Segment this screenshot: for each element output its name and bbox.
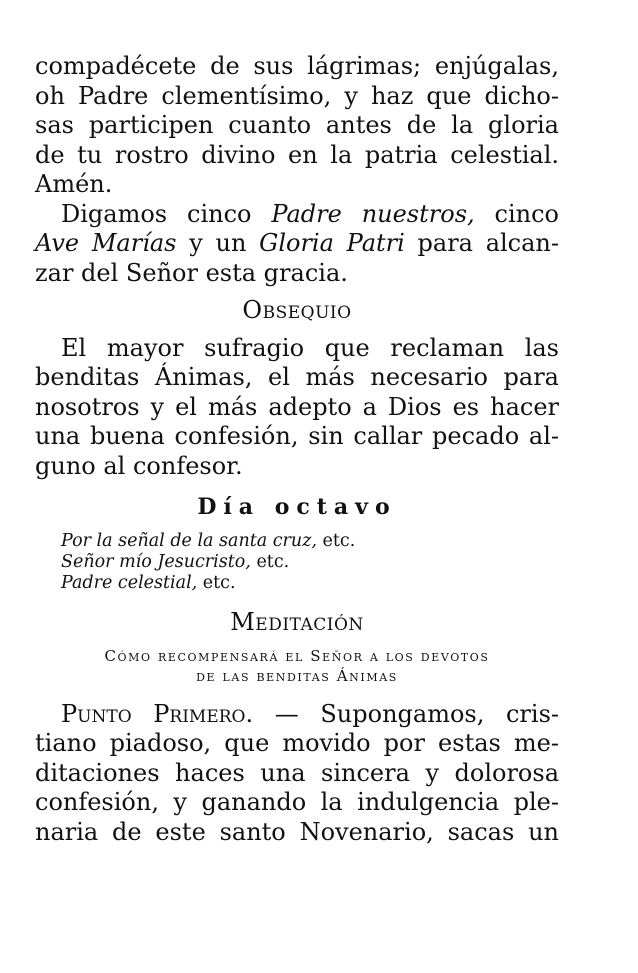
prayer-suffix: etc. (197, 573, 236, 593)
prayer-name: Señor mío Jesucristo, (61, 552, 251, 572)
text-line (35, 700, 559, 730)
day-title: Día octavo (197, 494, 397, 520)
prayer-item (61, 531, 559, 552)
text-line (35, 229, 559, 259)
text-line: El mayor sufragio que reclaman las (61, 333, 559, 362)
text-line: zar del Señor esta gracia. (35, 258, 348, 287)
text-line: sas participen cuanto antes de la gloria (35, 111, 559, 139)
text-fragment: y un (176, 229, 260, 257)
text-fragment: Digamos cinco (61, 199, 272, 228)
text-line: confesión, y ganando la indulgencia ple- (35, 788, 559, 816)
text-fragment: — Supongamos, cris- (253, 699, 559, 728)
italic-prayer-name: Gloria Patri (259, 229, 405, 257)
meditation-subheading (35, 646, 559, 686)
prayer-item (61, 573, 559, 594)
paragraph-punto-primero (35, 700, 559, 848)
text-line: compadécete de sus lágrimas; enjúgalas, (35, 52, 559, 80)
paragraph-closing-prayer (35, 52, 559, 200)
italic-prayer-name: Padre nuestros, (271, 199, 475, 228)
text-line: oh Padre clementísimo, y haz que dicho- (35, 81, 559, 110)
obsequio-heading: Obsequio (242, 296, 352, 324)
paragraph-obsequio (35, 334, 559, 482)
text-fragment: cinco (474, 199, 559, 228)
prayer-name: Por la señal de la santa cruz, (61, 531, 317, 551)
prayer-suffix: etc. (250, 552, 290, 572)
prayer-item (61, 552, 559, 573)
text-line: tiano piadoso, que movido por estas me- (35, 729, 559, 757)
text-line: de tu rostro divino en la patria celestial. (35, 140, 559, 169)
text-fragment: para alcan- (404, 229, 559, 257)
text-line: ditaciones haces una sincera y dolorosa (35, 758, 559, 787)
subheading-line: Cómo recompensará el Señor a los devotos (104, 646, 490, 665)
text-line: guno al confesor. (35, 451, 243, 480)
paragraph-prayer-instruction (35, 200, 559, 289)
prayer-suffix: etc. (316, 531, 356, 551)
text-line: nosotros y el más adepto a Dios es hacer (35, 392, 559, 421)
text-line: naria de este santo Novenario, sacas un (35, 817, 559, 846)
punto-label: Punto Primero. (61, 699, 254, 728)
prayer-list (61, 531, 559, 594)
text-line: Amén. (35, 170, 113, 198)
meditacion-heading: Meditación (230, 608, 364, 636)
text-line: una buena confesión, sin callar pecado al- (35, 422, 559, 450)
prayer-name: Padre celestial, (61, 573, 198, 593)
book-page (35, 52, 559, 847)
subheading-line: de las benditas Ánimas (196, 666, 398, 685)
text-line: benditas Ánimas, el más necesario para (35, 363, 559, 391)
italic-prayer-name: Ave Marías (35, 229, 177, 257)
text-line (35, 200, 559, 230)
